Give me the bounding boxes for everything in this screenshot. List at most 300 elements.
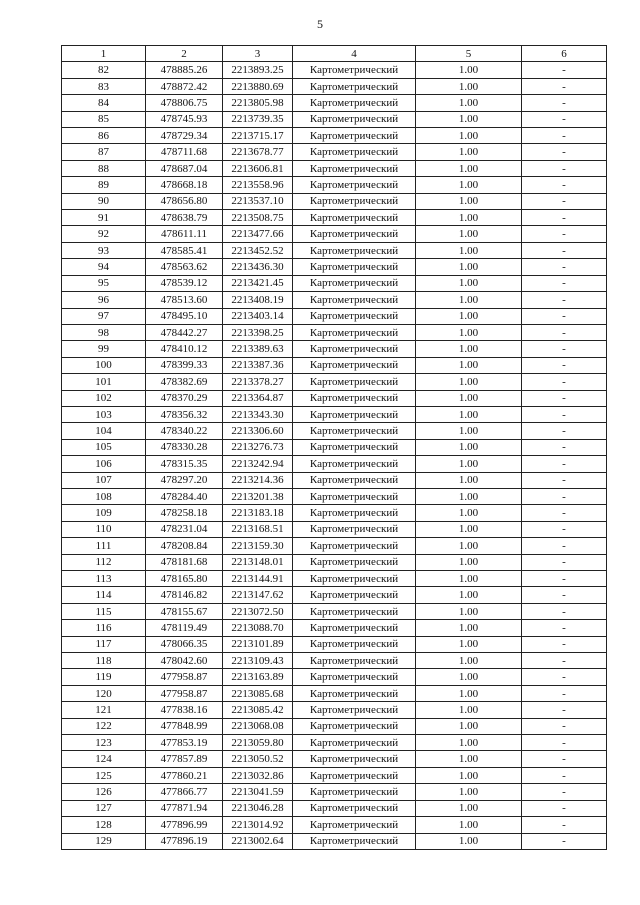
x-coordinate-cell: 478885.26	[146, 62, 223, 78]
accuracy-cell: 1.00	[416, 669, 522, 685]
method-cell: Картометрический	[293, 95, 416, 111]
method-cell: Картометрический	[293, 669, 416, 685]
x-coordinate-cell: 478668.18	[146, 177, 223, 193]
column-header: 2	[146, 46, 223, 62]
accuracy-cell: 1.00	[416, 685, 522, 701]
accuracy-cell: 1.00	[416, 571, 522, 587]
note-cell: -	[522, 669, 607, 685]
accuracy-cell: 1.00	[416, 735, 522, 751]
accuracy-cell: 1.00	[416, 423, 522, 439]
column-header: 4	[293, 46, 416, 62]
x-coordinate-cell: 478315.35	[146, 456, 223, 472]
point-number-cell: 89	[62, 177, 146, 193]
x-coordinate-cell: 478356.32	[146, 406, 223, 422]
method-cell: Картометрический	[293, 242, 416, 258]
point-number-cell: 127	[62, 800, 146, 816]
x-coordinate-cell: 477853.19	[146, 735, 223, 751]
table-row	[62, 603, 607, 619]
note-cell: -	[522, 357, 607, 373]
table-row	[62, 554, 607, 570]
accuracy-cell: 1.00	[416, 357, 522, 373]
accuracy-cell: 1.00	[416, 374, 522, 390]
y-coordinate-cell: 2213242.94	[223, 456, 293, 472]
accuracy-cell: 1.00	[416, 406, 522, 422]
point-number-cell: 118	[62, 653, 146, 669]
note-cell: -	[522, 505, 607, 521]
y-coordinate-cell: 2213032.86	[223, 767, 293, 783]
note-cell: -	[522, 259, 607, 275]
method-cell: Картометрический	[293, 275, 416, 291]
y-coordinate-cell: 2213678.77	[223, 144, 293, 160]
note-cell: -	[522, 128, 607, 144]
method-cell: Картометрический	[293, 406, 416, 422]
y-coordinate-cell: 2213398.25	[223, 324, 293, 340]
table-row	[62, 226, 607, 242]
accuracy-cell: 1.00	[416, 259, 522, 275]
note-cell: -	[522, 177, 607, 193]
accuracy-cell: 1.00	[416, 751, 522, 767]
method-cell: Картометрический	[293, 292, 416, 308]
note-cell: -	[522, 242, 607, 258]
table-row	[62, 95, 607, 111]
method-cell: Картометрический	[293, 587, 416, 603]
accuracy-cell: 1.00	[416, 636, 522, 652]
method-cell: Картометрический	[293, 603, 416, 619]
x-coordinate-cell: 478066.35	[146, 636, 223, 652]
point-number-cell: 125	[62, 767, 146, 783]
accuracy-cell: 1.00	[416, 538, 522, 554]
note-cell: -	[522, 160, 607, 176]
table-row	[62, 456, 607, 472]
y-coordinate-cell: 2213343.30	[223, 406, 293, 422]
accuracy-cell: 1.00	[416, 767, 522, 783]
x-coordinate-cell: 478165.80	[146, 571, 223, 587]
note-cell: -	[522, 620, 607, 636]
method-cell: Картометрический	[293, 488, 416, 504]
table-row	[62, 767, 607, 783]
table-row	[62, 571, 607, 587]
accuracy-cell: 1.00	[416, 390, 522, 406]
table-row	[62, 390, 607, 406]
accuracy-cell: 1.00	[416, 62, 522, 78]
point-number-cell: 124	[62, 751, 146, 767]
y-coordinate-cell: 2213148.01	[223, 554, 293, 570]
x-coordinate-cell: 477848.99	[146, 718, 223, 734]
point-number-cell: 110	[62, 521, 146, 537]
x-coordinate-cell: 478442.27	[146, 324, 223, 340]
x-coordinate-cell: 478410.12	[146, 341, 223, 357]
table-row	[62, 800, 607, 816]
accuracy-cell: 1.00	[416, 456, 522, 472]
point-number-cell: 103	[62, 406, 146, 422]
method-cell: Картометрический	[293, 571, 416, 587]
accuracy-cell: 1.00	[416, 702, 522, 718]
accuracy-cell: 1.00	[416, 472, 522, 488]
note-cell: -	[522, 784, 607, 800]
y-coordinate-cell: 2213276.73	[223, 439, 293, 455]
y-coordinate-cell: 2213452.52	[223, 242, 293, 258]
note-cell: -	[522, 210, 607, 226]
table-row	[62, 275, 607, 291]
accuracy-cell: 1.00	[416, 800, 522, 816]
accuracy-cell: 1.00	[416, 488, 522, 504]
accuracy-cell: 1.00	[416, 341, 522, 357]
method-cell: Картометрический	[293, 341, 416, 357]
x-coordinate-cell: 478806.75	[146, 95, 223, 111]
x-coordinate-cell: 478155.67	[146, 603, 223, 619]
accuracy-cell: 1.00	[416, 817, 522, 833]
method-cell: Картометрический	[293, 423, 416, 439]
table-row	[62, 259, 607, 275]
note-cell: -	[522, 226, 607, 242]
y-coordinate-cell: 2213085.68	[223, 685, 293, 701]
note-cell: -	[522, 275, 607, 291]
note-cell: -	[522, 439, 607, 455]
method-cell: Картометрический	[293, 751, 416, 767]
method-cell: Картометрический	[293, 390, 416, 406]
table-row	[62, 374, 607, 390]
method-cell: Картометрический	[293, 538, 416, 554]
x-coordinate-cell: 478495.10	[146, 308, 223, 324]
accuracy-cell: 1.00	[416, 620, 522, 636]
y-coordinate-cell: 2213537.10	[223, 193, 293, 209]
table-row	[62, 193, 607, 209]
accuracy-cell: 1.00	[416, 275, 522, 291]
point-number-cell: 123	[62, 735, 146, 751]
table-row	[62, 341, 607, 357]
note-cell: -	[522, 817, 607, 833]
accuracy-cell: 1.00	[416, 78, 522, 94]
x-coordinate-cell: 478872.42	[146, 78, 223, 94]
accuracy-cell: 1.00	[416, 226, 522, 242]
y-coordinate-cell: 2213014.92	[223, 817, 293, 833]
method-cell: Картометрический	[293, 439, 416, 455]
table-row	[62, 620, 607, 636]
point-number-cell: 116	[62, 620, 146, 636]
table-row	[62, 177, 607, 193]
note-cell: -	[522, 341, 607, 357]
y-coordinate-cell: 2213144.91	[223, 571, 293, 587]
x-coordinate-cell: 478382.69	[146, 374, 223, 390]
y-coordinate-cell: 2213606.81	[223, 160, 293, 176]
point-number-cell: 100	[62, 357, 146, 373]
y-coordinate-cell: 2213508.75	[223, 210, 293, 226]
table-row	[62, 718, 607, 734]
note-cell: -	[522, 653, 607, 669]
point-number-cell: 101	[62, 374, 146, 390]
x-coordinate-cell: 478042.60	[146, 653, 223, 669]
method-cell: Картометрический	[293, 324, 416, 340]
accuracy-cell: 1.00	[416, 111, 522, 127]
note-cell: -	[522, 702, 607, 718]
table-row	[62, 210, 607, 226]
accuracy-cell: 1.00	[416, 242, 522, 258]
table-row	[62, 423, 607, 439]
x-coordinate-cell: 478729.34	[146, 128, 223, 144]
point-number-cell: 83	[62, 78, 146, 94]
note-cell: -	[522, 144, 607, 160]
page-number: 5	[317, 17, 323, 31]
x-coordinate-cell: 477838.16	[146, 702, 223, 718]
table-row	[62, 817, 607, 833]
x-coordinate-cell: 478340.22	[146, 423, 223, 439]
note-cell: -	[522, 324, 607, 340]
table-row	[62, 538, 607, 554]
note-cell: -	[522, 111, 607, 127]
note-cell: -	[522, 554, 607, 570]
x-coordinate-cell: 478330.28	[146, 439, 223, 455]
note-cell: -	[522, 587, 607, 603]
method-cell: Картометрический	[293, 226, 416, 242]
accuracy-cell: 1.00	[416, 587, 522, 603]
table-row	[62, 636, 607, 652]
y-coordinate-cell: 2213109.43	[223, 653, 293, 669]
method-cell: Картометрический	[293, 128, 416, 144]
column-header: 6	[522, 46, 607, 62]
method-cell: Картометрический	[293, 472, 416, 488]
y-coordinate-cell: 2213387.36	[223, 357, 293, 373]
method-cell: Картометрический	[293, 505, 416, 521]
y-coordinate-cell: 2213163.89	[223, 669, 293, 685]
note-cell: -	[522, 718, 607, 734]
y-coordinate-cell: 2213050.52	[223, 751, 293, 767]
y-coordinate-cell: 2213214.36	[223, 472, 293, 488]
x-coordinate-cell: 477857.89	[146, 751, 223, 767]
x-coordinate-cell: 478297.20	[146, 472, 223, 488]
point-number-cell: 111	[62, 538, 146, 554]
note-cell: -	[522, 800, 607, 816]
y-coordinate-cell: 2213558.96	[223, 177, 293, 193]
y-coordinate-cell: 2213046.28	[223, 800, 293, 816]
note-cell: -	[522, 193, 607, 209]
x-coordinate-cell: 478181.68	[146, 554, 223, 570]
method-cell: Картометрический	[293, 800, 416, 816]
point-number-cell: 88	[62, 160, 146, 176]
table-row	[62, 669, 607, 685]
table-row	[62, 587, 607, 603]
table-row	[62, 62, 607, 78]
accuracy-cell: 1.00	[416, 505, 522, 521]
note-cell: -	[522, 636, 607, 652]
method-cell: Картометрический	[293, 653, 416, 669]
point-number-cell: 102	[62, 390, 146, 406]
y-coordinate-cell: 2213183.18	[223, 505, 293, 521]
method-cell: Картометрический	[293, 735, 416, 751]
x-coordinate-cell: 478611.11	[146, 226, 223, 242]
note-cell: -	[522, 62, 607, 78]
point-number-cell: 113	[62, 571, 146, 587]
note-cell: -	[522, 456, 607, 472]
point-number-cell: 122	[62, 718, 146, 734]
x-coordinate-cell: 477896.19	[146, 833, 223, 849]
header-row	[62, 46, 607, 62]
note-cell: -	[522, 521, 607, 537]
accuracy-cell: 1.00	[416, 784, 522, 800]
column-header: 5	[416, 46, 522, 62]
method-cell: Картометрический	[293, 554, 416, 570]
note-cell: -	[522, 735, 607, 751]
method-cell: Картометрический	[293, 193, 416, 209]
accuracy-cell: 1.00	[416, 177, 522, 193]
point-number-cell: 109	[62, 505, 146, 521]
note-cell: -	[522, 95, 607, 111]
table-row	[62, 160, 607, 176]
method-cell: Картометрический	[293, 111, 416, 127]
column-header: 3	[223, 46, 293, 62]
note-cell: -	[522, 308, 607, 324]
note-cell: -	[522, 488, 607, 504]
y-coordinate-cell: 2213059.80	[223, 735, 293, 751]
y-coordinate-cell: 2213088.70	[223, 620, 293, 636]
note-cell: -	[522, 390, 607, 406]
method-cell: Картометрический	[293, 210, 416, 226]
accuracy-cell: 1.00	[416, 128, 522, 144]
table-row	[62, 521, 607, 537]
x-coordinate-cell: 477860.21	[146, 767, 223, 783]
method-cell: Картометрический	[293, 144, 416, 160]
point-number-cell: 90	[62, 193, 146, 209]
method-cell: Картометрический	[293, 620, 416, 636]
y-coordinate-cell: 2213147.62	[223, 587, 293, 603]
table-row	[62, 144, 607, 160]
x-coordinate-cell: 477871.94	[146, 800, 223, 816]
method-cell: Картометрический	[293, 817, 416, 833]
accuracy-cell: 1.00	[416, 833, 522, 849]
accuracy-cell: 1.00	[416, 603, 522, 619]
method-cell: Картометрический	[293, 62, 416, 78]
point-number-cell: 107	[62, 472, 146, 488]
point-number-cell: 91	[62, 210, 146, 226]
x-coordinate-cell: 478638.79	[146, 210, 223, 226]
table-row	[62, 439, 607, 455]
accuracy-cell: 1.00	[416, 210, 522, 226]
x-coordinate-cell: 478563.62	[146, 259, 223, 275]
y-coordinate-cell: 2213378.27	[223, 374, 293, 390]
point-number-cell: 86	[62, 128, 146, 144]
y-coordinate-cell: 2213002.64	[223, 833, 293, 849]
note-cell: -	[522, 603, 607, 619]
point-number-cell: 120	[62, 685, 146, 701]
point-number-cell: 114	[62, 587, 146, 603]
method-cell: Картометрический	[293, 685, 416, 701]
point-number-cell: 99	[62, 341, 146, 357]
point-number-cell: 84	[62, 95, 146, 111]
note-cell: -	[522, 374, 607, 390]
x-coordinate-cell: 478208.84	[146, 538, 223, 554]
y-coordinate-cell: 2213364.87	[223, 390, 293, 406]
method-cell: Картометрический	[293, 767, 416, 783]
point-number-cell: 121	[62, 702, 146, 718]
point-number-cell: 129	[62, 833, 146, 849]
point-number-cell: 106	[62, 456, 146, 472]
x-coordinate-cell: 477958.87	[146, 669, 223, 685]
x-coordinate-cell: 478370.29	[146, 390, 223, 406]
method-cell: Картометрический	[293, 160, 416, 176]
point-number-cell: 82	[62, 62, 146, 78]
y-coordinate-cell: 2213101.89	[223, 636, 293, 652]
note-cell: -	[522, 833, 607, 849]
table-row	[62, 292, 607, 308]
table-row	[62, 308, 607, 324]
y-coordinate-cell: 2213436.30	[223, 259, 293, 275]
y-coordinate-cell: 2213421.45	[223, 275, 293, 291]
coordinates-table	[61, 45, 607, 850]
point-number-cell: 95	[62, 275, 146, 291]
x-coordinate-cell: 478231.04	[146, 521, 223, 537]
x-coordinate-cell: 478513.60	[146, 292, 223, 308]
y-coordinate-cell: 2213739.35	[223, 111, 293, 127]
note-cell: -	[522, 751, 607, 767]
point-number-cell: 97	[62, 308, 146, 324]
table-row	[62, 128, 607, 144]
table-row	[62, 653, 607, 669]
method-cell: Картометрический	[293, 177, 416, 193]
x-coordinate-cell: 478585.41	[146, 242, 223, 258]
note-cell: -	[522, 423, 607, 439]
y-coordinate-cell: 2213893.25	[223, 62, 293, 78]
accuracy-cell: 1.00	[416, 718, 522, 734]
x-coordinate-cell: 478745.93	[146, 111, 223, 127]
accuracy-cell: 1.00	[416, 521, 522, 537]
x-coordinate-cell: 477896.99	[146, 817, 223, 833]
y-coordinate-cell: 2213072.50	[223, 603, 293, 619]
note-cell: -	[522, 685, 607, 701]
point-number-cell: 105	[62, 439, 146, 455]
y-coordinate-cell: 2213477.66	[223, 226, 293, 242]
method-cell: Картометрический	[293, 357, 416, 373]
table-row	[62, 735, 607, 751]
y-coordinate-cell: 2213159.30	[223, 538, 293, 554]
accuracy-cell: 1.00	[416, 324, 522, 340]
note-cell: -	[522, 538, 607, 554]
table-header	[62, 46, 607, 62]
x-coordinate-cell: 478399.33	[146, 357, 223, 373]
point-number-cell: 112	[62, 554, 146, 570]
point-number-cell: 108	[62, 488, 146, 504]
accuracy-cell: 1.00	[416, 144, 522, 160]
table-row	[62, 685, 607, 701]
table-row	[62, 357, 607, 373]
x-coordinate-cell: 478258.18	[146, 505, 223, 521]
table-row	[62, 472, 607, 488]
table-body	[62, 62, 607, 850]
method-cell: Картометрический	[293, 374, 416, 390]
note-cell: -	[522, 472, 607, 488]
method-cell: Картометрический	[293, 702, 416, 718]
x-coordinate-cell: 478711.68	[146, 144, 223, 160]
table-row	[62, 784, 607, 800]
method-cell: Картометрический	[293, 259, 416, 275]
y-coordinate-cell: 2213041.59	[223, 784, 293, 800]
point-number-cell: 126	[62, 784, 146, 800]
accuracy-cell: 1.00	[416, 308, 522, 324]
method-cell: Картометрический	[293, 833, 416, 849]
accuracy-cell: 1.00	[416, 193, 522, 209]
table-row	[62, 833, 607, 849]
accuracy-cell: 1.00	[416, 292, 522, 308]
table-row	[62, 505, 607, 521]
note-cell: -	[522, 292, 607, 308]
table-row	[62, 78, 607, 94]
y-coordinate-cell: 2213880.69	[223, 78, 293, 94]
accuracy-cell: 1.00	[416, 653, 522, 669]
x-coordinate-cell: 478146.82	[146, 587, 223, 603]
y-coordinate-cell: 2213085.42	[223, 702, 293, 718]
table-row	[62, 406, 607, 422]
y-coordinate-cell: 2213201.38	[223, 488, 293, 504]
method-cell: Картометрический	[293, 636, 416, 652]
point-number-cell: 115	[62, 603, 146, 619]
